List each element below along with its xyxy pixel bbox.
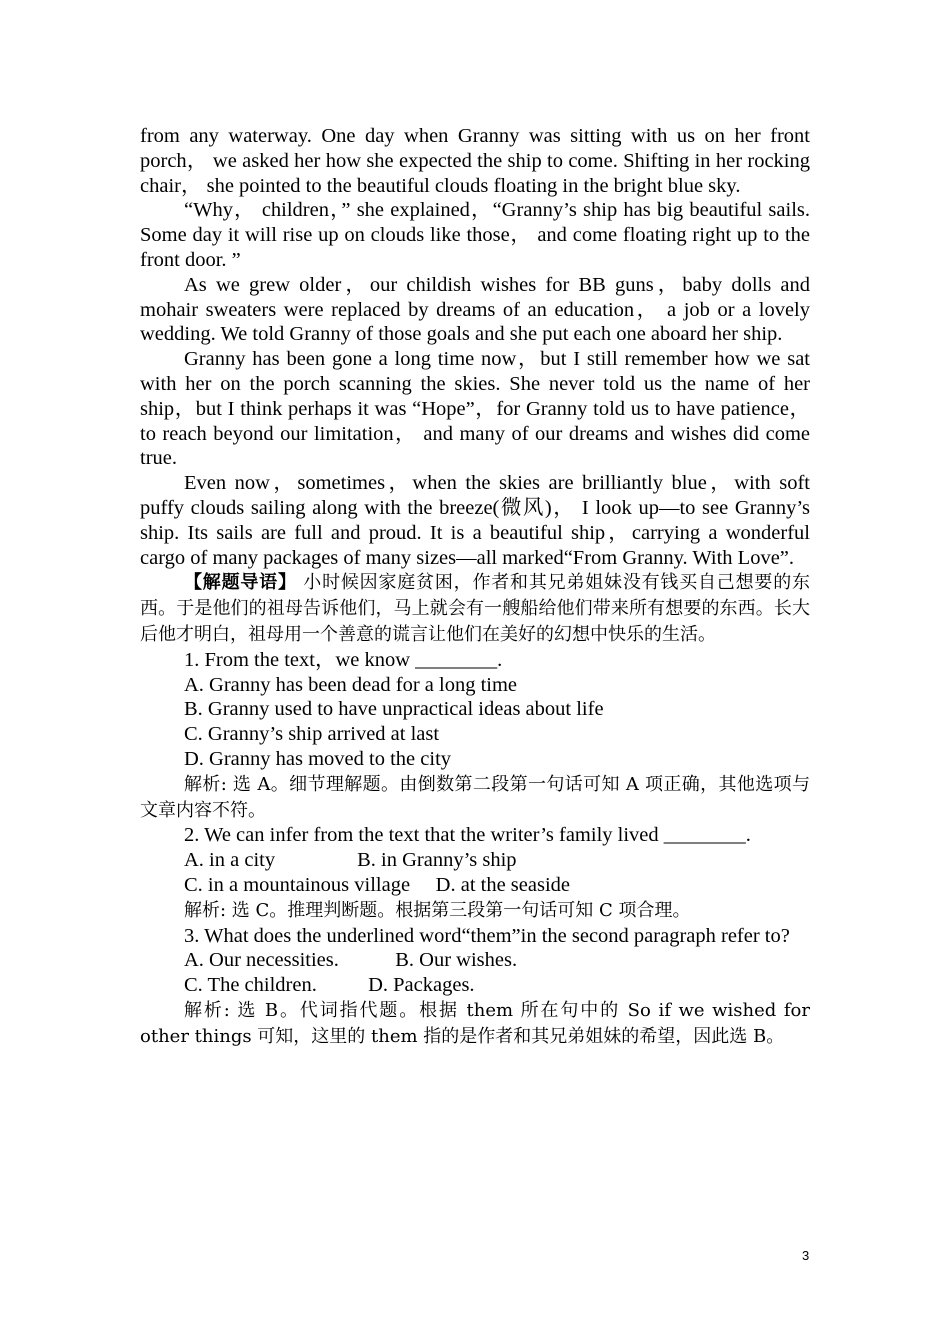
analysis-label: 解析: [184,773,227,795]
analysis-label: 解析: [184,899,227,921]
guide-text: 小时候因家庭贫困，作者和其兄弟姐妹没有钱买自己想要的东西。于是他们的祖母告诉他们，马上就会有一艘船给他们带来所有想要的东西。长大后他才明白，祖母用一个善意的谎言让他们在美好的幻想中快乐的生活。 [140,572,810,645]
question-1-stem: 1. From the text，we know ________. [184,648,503,671]
question-2-analysis [140,898,810,924]
analysis-label: 解析: [184,999,230,1021]
analysis-text: 选 A。细节理解题。由倒数第二段第一句话可知 A 项正确，其他选项与文章内容不符。 [140,773,810,821]
analysis-text: 选 B。代词指代题。根据 them 所在句中的 So if we wished for other things 可知，这里的 them 指的是作者和其兄弟姐妹的希望，因此选 B。 [140,999,810,1047]
question-3-options-cd: C. The children. D. Packages. [184,974,475,997]
guide-label: 【解题导语】 [184,572,297,594]
question-1-option-a: A. Granny has been dead for a long time [184,673,518,696]
page-number: 3 [802,1248,810,1263]
passage-paragraph-3: As we grew older，our childish wishes for BB guns，baby dolls and mohair sweaters were replaced by dreams of an education， a job or a lovely wedding. We told Granny of those goals and she put each one aboard her ship. [140,273,810,346]
question-1-option-b: B. Granny used to have unpractical ideas about life [184,698,604,721]
question-1-analysis [140,772,810,824]
question-2-options-cd: C. in a mountainous village D. at the seaside [184,873,571,896]
question-1-option-c: C. Granny’s ship arrived at last [184,723,440,746]
passage-paragraph-2: “Why， children，” she explained，“Granny’s ship has big beautiful sails. Some day it will rise up on clouds like those， and come floating right up to the front door. ” [140,199,810,271]
analysis-text: 选 C。推理判断题。根据第三段第一句话可知 C 项合理。 [226,899,691,921]
passage-paragraph-4: Granny has been gone a long time now，but I still remember how we sat with her on the porch scanning the skies. She never told us the name of her ship，but I think perhaps it was “Hope”，for Granny told us to have patience， to reach beyond our limitation， and many of our dreams and wishes did come true. [140,348,810,470]
guide-paragraph [140,570,810,647]
passage-paragraph-1: from any waterway. One day when Granny was sitting with us on her front porch， we asked her how she expected the ship to come. Shifting in her rocking chair， she pointed to the beautiful clouds floating in the bright blue sky. [140,125,810,197]
question-1-option-d: D. Granny has moved to the city [184,747,452,770]
question-2-stem: 2. We can infer from the text that the writer’s family lived ________. [184,824,751,847]
question-3-analysis [140,998,810,1050]
question-3-options-ab: A. Our necessities. B. Our wishes. [184,949,518,972]
question-2-options-ab: A. in a city B. in Granny’s ship [184,849,517,872]
passage-paragraph-5: Even now，sometimes，when the skies are brilliantly blue，with soft puffy clouds sailing along with the breeze(微风)， I look up—to see Granny’s ship. Its sails are full and proud. It is a beautiful ship，carrying a wonderful cargo of many packages of many sizes—all marked“From Granny. With Love”. [140,472,810,569]
document-page [140,124,810,1049]
question-3-stem: 3. What does the underlined word“them”in the second paragraph refer to? [184,924,790,947]
